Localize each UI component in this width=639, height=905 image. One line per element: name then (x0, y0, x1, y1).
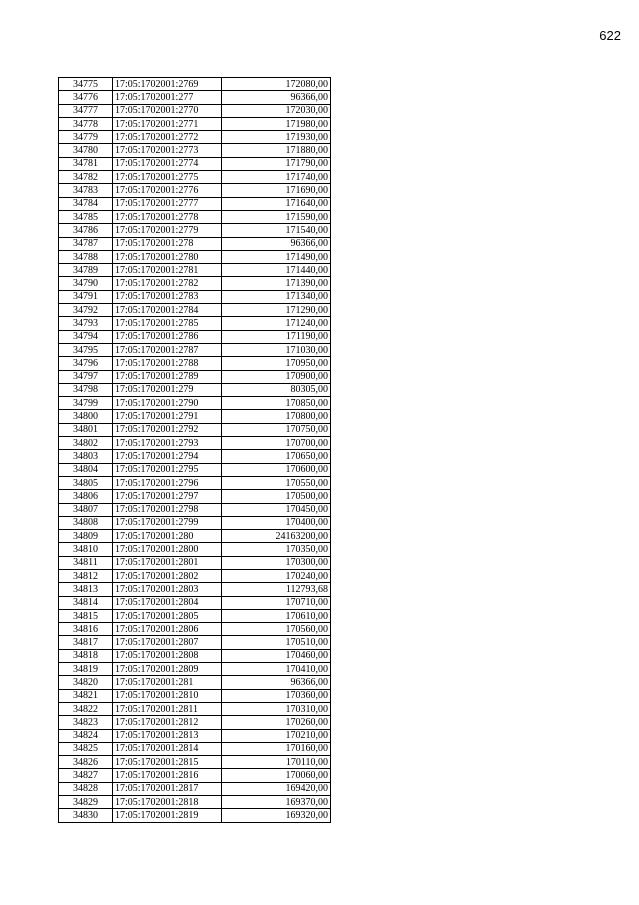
table-row (59, 437, 331, 450)
cadastral-number-cell: 17:05:1702001:281 (113, 676, 222, 689)
table-row (59, 78, 331, 91)
table-row (59, 171, 331, 184)
amount-cell: 170700,00 (222, 437, 331, 450)
table-row (59, 503, 331, 516)
cadastral-number-cell: 17:05:1702001:2780 (113, 250, 222, 263)
cadastral-number-cell: 17:05:1702001:2775 (113, 171, 222, 184)
cadastral-number-cell: 17:05:1702001:2784 (113, 304, 222, 317)
row-number-cell: 34795 (59, 343, 113, 356)
table-row (59, 357, 331, 370)
amount-cell: 169370,00 (222, 796, 331, 809)
table-row (59, 516, 331, 529)
row-number-cell: 34812 (59, 569, 113, 582)
table-row (59, 277, 331, 290)
amount-cell: 171290,00 (222, 304, 331, 317)
table-row (59, 343, 331, 356)
amount-cell: 170410,00 (222, 663, 331, 676)
row-number-cell: 34778 (59, 117, 113, 130)
amount-cell: 171440,00 (222, 264, 331, 277)
cadastral-number-cell: 17:05:1702001:2786 (113, 330, 222, 343)
amount-cell: 170550,00 (222, 476, 331, 489)
cadastral-number-cell: 17:05:1702001:2794 (113, 450, 222, 463)
table-row (59, 476, 331, 489)
amount-cell: 170600,00 (222, 463, 331, 476)
amount-cell: 170750,00 (222, 423, 331, 436)
cadastral-number-cell: 17:05:1702001:2781 (113, 264, 222, 277)
amount-cell: 170060,00 (222, 769, 331, 782)
cadastral-number-cell: 17:05:1702001:2771 (113, 117, 222, 130)
amount-cell: 171030,00 (222, 343, 331, 356)
table-row (59, 210, 331, 223)
amount-cell: 171340,00 (222, 290, 331, 303)
amount-cell: 170110,00 (222, 756, 331, 769)
cadastral-number-cell: 17:05:1702001:2777 (113, 197, 222, 210)
amount-cell: 171790,00 (222, 157, 331, 170)
row-number-cell: 34787 (59, 237, 113, 250)
row-number-cell: 34784 (59, 197, 113, 210)
cadastral-number-cell: 17:05:1702001:2803 (113, 583, 222, 596)
row-number-cell: 34813 (59, 583, 113, 596)
row-number-cell: 34807 (59, 503, 113, 516)
row-number-cell: 34808 (59, 516, 113, 529)
amount-cell: 171190,00 (222, 330, 331, 343)
table-row (59, 304, 331, 317)
cadastral-number-cell: 17:05:1702001:2782 (113, 277, 222, 290)
table-row (59, 317, 331, 330)
row-number-cell: 34796 (59, 357, 113, 370)
row-number-cell: 34789 (59, 264, 113, 277)
row-number-cell: 34801 (59, 423, 113, 436)
cadastral-number-cell: 17:05:1702001:2819 (113, 809, 222, 822)
amount-cell: 171740,00 (222, 171, 331, 184)
amount-cell: 170650,00 (222, 450, 331, 463)
table-row (59, 290, 331, 303)
row-number-cell: 34811 (59, 556, 113, 569)
table-row (59, 104, 331, 117)
table-row (59, 742, 331, 755)
row-number-cell: 34790 (59, 277, 113, 290)
cadastral-number-cell: 17:05:1702001:2813 (113, 729, 222, 742)
amount-cell: 170950,00 (222, 357, 331, 370)
row-number-cell: 34822 (59, 702, 113, 715)
amount-cell: 171490,00 (222, 250, 331, 263)
cadastral-number-cell: 17:05:1702001:2787 (113, 343, 222, 356)
row-number-cell: 34804 (59, 463, 113, 476)
row-number-cell: 34793 (59, 317, 113, 330)
table-row (59, 556, 331, 569)
row-number-cell: 34802 (59, 437, 113, 450)
amount-cell: 80305,00 (222, 383, 331, 396)
table-row (59, 729, 331, 742)
row-number-cell: 34824 (59, 729, 113, 742)
amount-cell: 170300,00 (222, 556, 331, 569)
cadastral-number-cell: 17:05:1702001:2778 (113, 210, 222, 223)
table-row (59, 224, 331, 237)
cadastral-number-cell: 17:05:1702001:2808 (113, 649, 222, 662)
amount-cell: 170360,00 (222, 689, 331, 702)
amount-cell: 96366,00 (222, 91, 331, 104)
row-number-cell: 34816 (59, 623, 113, 636)
row-number-cell: 34777 (59, 104, 113, 117)
cadastral-number-cell: 17:05:1702001:2774 (113, 157, 222, 170)
table-row (59, 609, 331, 622)
cadastral-number-cell: 17:05:1702001:2785 (113, 317, 222, 330)
cadastral-number-cell: 17:05:1702001:2800 (113, 543, 222, 556)
cadastral-number-cell: 17:05:1702001:2814 (113, 742, 222, 755)
amount-cell: 169320,00 (222, 809, 331, 822)
cadastral-number-cell: 17:05:1702001:2817 (113, 782, 222, 795)
table-row (59, 410, 331, 423)
table-row (59, 463, 331, 476)
cadastral-number-cell: 17:05:1702001:2792 (113, 423, 222, 436)
row-number-cell: 34820 (59, 676, 113, 689)
amount-cell: 170400,00 (222, 516, 331, 529)
amount-cell: 170560,00 (222, 623, 331, 636)
amount-cell: 170240,00 (222, 569, 331, 582)
table-row (59, 796, 331, 809)
table-row (59, 676, 331, 689)
cadastral-number-cell: 17:05:1702001:2804 (113, 596, 222, 609)
cadastral-number-cell: 17:05:1702001:2795 (113, 463, 222, 476)
table-row (59, 782, 331, 795)
cadastral-number-cell: 17:05:1702001:278 (113, 237, 222, 250)
cadastral-number-cell: 17:05:1702001:2791 (113, 410, 222, 423)
amount-cell: 169420,00 (222, 782, 331, 795)
amount-cell: 170450,00 (222, 503, 331, 516)
cadastral-number-cell: 17:05:1702001:2807 (113, 636, 222, 649)
cadastral-number-cell: 17:05:1702001:2788 (113, 357, 222, 370)
amount-cell: 172080,00 (222, 78, 331, 91)
cadastral-number-cell: 17:05:1702001:277 (113, 91, 222, 104)
cadastral-number-cell: 17:05:1702001:2776 (113, 184, 222, 197)
table-row (59, 663, 331, 676)
row-number-cell: 34779 (59, 131, 113, 144)
table-row (59, 184, 331, 197)
amount-cell: 170260,00 (222, 716, 331, 729)
amount-cell: 170710,00 (222, 596, 331, 609)
table-row (59, 144, 331, 157)
amount-cell: 172030,00 (222, 104, 331, 117)
cadastral-number-cell: 17:05:1702001:279 (113, 383, 222, 396)
cadastral-number-cell: 17:05:1702001:2801 (113, 556, 222, 569)
table-row (59, 450, 331, 463)
row-number-cell: 34776 (59, 91, 113, 104)
table-row (59, 370, 331, 383)
cadastral-number-cell: 17:05:1702001:2815 (113, 756, 222, 769)
table-row (59, 689, 331, 702)
cadastral-number-cell: 17:05:1702001:280 (113, 530, 222, 543)
amount-cell: 96366,00 (222, 237, 331, 250)
amount-cell: 24163200,00 (222, 530, 331, 543)
table-row (59, 649, 331, 662)
amount-cell: 96366,00 (222, 676, 331, 689)
amount-cell: 171880,00 (222, 144, 331, 157)
row-number-cell: 34798 (59, 383, 113, 396)
cadastral-number-cell: 17:05:1702001:2769 (113, 78, 222, 91)
amount-cell: 171590,00 (222, 210, 331, 223)
amount-cell: 171240,00 (222, 317, 331, 330)
amount-cell: 170310,00 (222, 702, 331, 715)
table-row (59, 237, 331, 250)
table-row (59, 769, 331, 782)
row-number-cell: 34783 (59, 184, 113, 197)
amount-cell: 171690,00 (222, 184, 331, 197)
amount-cell: 170510,00 (222, 636, 331, 649)
row-number-cell: 34791 (59, 290, 113, 303)
cadastral-number-cell: 17:05:1702001:2793 (113, 437, 222, 450)
cadastral-number-cell: 17:05:1702001:2805 (113, 609, 222, 622)
row-number-cell: 34810 (59, 543, 113, 556)
amount-cell: 170610,00 (222, 609, 331, 622)
row-number-cell: 34826 (59, 756, 113, 769)
row-number-cell: 34775 (59, 78, 113, 91)
row-number-cell: 34781 (59, 157, 113, 170)
row-number-cell: 34780 (59, 144, 113, 157)
cadastral-number-cell: 17:05:1702001:2798 (113, 503, 222, 516)
row-number-cell: 34829 (59, 796, 113, 809)
cadastral-number-cell: 17:05:1702001:2799 (113, 516, 222, 529)
table-row (59, 596, 331, 609)
table-row (59, 383, 331, 396)
cadastral-number-cell: 17:05:1702001:2770 (113, 104, 222, 117)
table-row (59, 702, 331, 715)
table-row (59, 636, 331, 649)
row-number-cell: 34786 (59, 224, 113, 237)
table-row (59, 490, 331, 503)
table-row (59, 117, 331, 130)
table-row (59, 530, 331, 543)
cadastral-number-cell: 17:05:1702001:2783 (113, 290, 222, 303)
row-number-cell: 34788 (59, 250, 113, 263)
cadastral-number-cell: 17:05:1702001:2779 (113, 224, 222, 237)
row-number-cell: 34818 (59, 649, 113, 662)
cadastral-number-cell: 17:05:1702001:2797 (113, 490, 222, 503)
cadastral-number-cell: 17:05:1702001:2812 (113, 716, 222, 729)
row-number-cell: 34792 (59, 304, 113, 317)
row-number-cell: 34828 (59, 782, 113, 795)
row-number-cell: 34819 (59, 663, 113, 676)
row-number-cell: 34817 (59, 636, 113, 649)
table-row (59, 157, 331, 170)
table-row (59, 583, 331, 596)
row-number-cell: 34827 (59, 769, 113, 782)
amount-cell: 112793,68 (222, 583, 331, 596)
cadastral-number-cell: 17:05:1702001:2802 (113, 569, 222, 582)
cadastral-number-cell: 17:05:1702001:2810 (113, 689, 222, 702)
table-row (59, 543, 331, 556)
row-number-cell: 34821 (59, 689, 113, 702)
amount-cell: 171540,00 (222, 224, 331, 237)
cadastral-number-cell: 17:05:1702001:2789 (113, 370, 222, 383)
table-row (59, 623, 331, 636)
table-row (59, 809, 331, 822)
row-number-cell: 34823 (59, 716, 113, 729)
cadastral-number-cell: 17:05:1702001:2790 (113, 397, 222, 410)
cadastral-number-cell: 17:05:1702001:2818 (113, 796, 222, 809)
table-row (59, 716, 331, 729)
table-row (59, 397, 331, 410)
table-row (59, 756, 331, 769)
table-row (59, 330, 331, 343)
cadastral-number-cell: 17:05:1702001:2796 (113, 476, 222, 489)
table-row (59, 423, 331, 436)
amount-cell: 170500,00 (222, 490, 331, 503)
table-row (59, 91, 331, 104)
table-row (59, 250, 331, 263)
row-number-cell: 34794 (59, 330, 113, 343)
data-table (58, 77, 331, 823)
row-number-cell: 34815 (59, 609, 113, 622)
cadastral-number-cell: 17:05:1702001:2773 (113, 144, 222, 157)
row-number-cell: 34800 (59, 410, 113, 423)
amount-cell: 171980,00 (222, 117, 331, 130)
row-number-cell: 34782 (59, 171, 113, 184)
row-number-cell: 34814 (59, 596, 113, 609)
row-number-cell: 34805 (59, 476, 113, 489)
amount-cell: 170350,00 (222, 543, 331, 556)
amount-cell: 170160,00 (222, 742, 331, 755)
row-number-cell: 34830 (59, 809, 113, 822)
amount-cell: 170460,00 (222, 649, 331, 662)
table-body (59, 78, 331, 823)
cadastral-number-cell: 17:05:1702001:2772 (113, 131, 222, 144)
row-number-cell: 34797 (59, 370, 113, 383)
amount-cell: 170850,00 (222, 397, 331, 410)
cadastral-number-cell: 17:05:1702001:2809 (113, 663, 222, 676)
table-row (59, 569, 331, 582)
amount-cell: 170900,00 (222, 370, 331, 383)
amount-cell: 170800,00 (222, 410, 331, 423)
cadastral-number-cell: 17:05:1702001:2811 (113, 702, 222, 715)
cadastral-number-cell: 17:05:1702001:2816 (113, 769, 222, 782)
page-number: 622 (599, 28, 621, 43)
row-number-cell: 34785 (59, 210, 113, 223)
cadastral-number-cell: 17:05:1702001:2806 (113, 623, 222, 636)
row-number-cell: 34803 (59, 450, 113, 463)
table-row (59, 197, 331, 210)
table-row (59, 131, 331, 144)
amount-cell: 171390,00 (222, 277, 331, 290)
row-number-cell: 34809 (59, 530, 113, 543)
amount-cell: 170210,00 (222, 729, 331, 742)
row-number-cell: 34806 (59, 490, 113, 503)
row-number-cell: 34799 (59, 397, 113, 410)
amount-cell: 171640,00 (222, 197, 331, 210)
row-number-cell: 34825 (59, 742, 113, 755)
table-row (59, 264, 331, 277)
amount-cell: 171930,00 (222, 131, 331, 144)
